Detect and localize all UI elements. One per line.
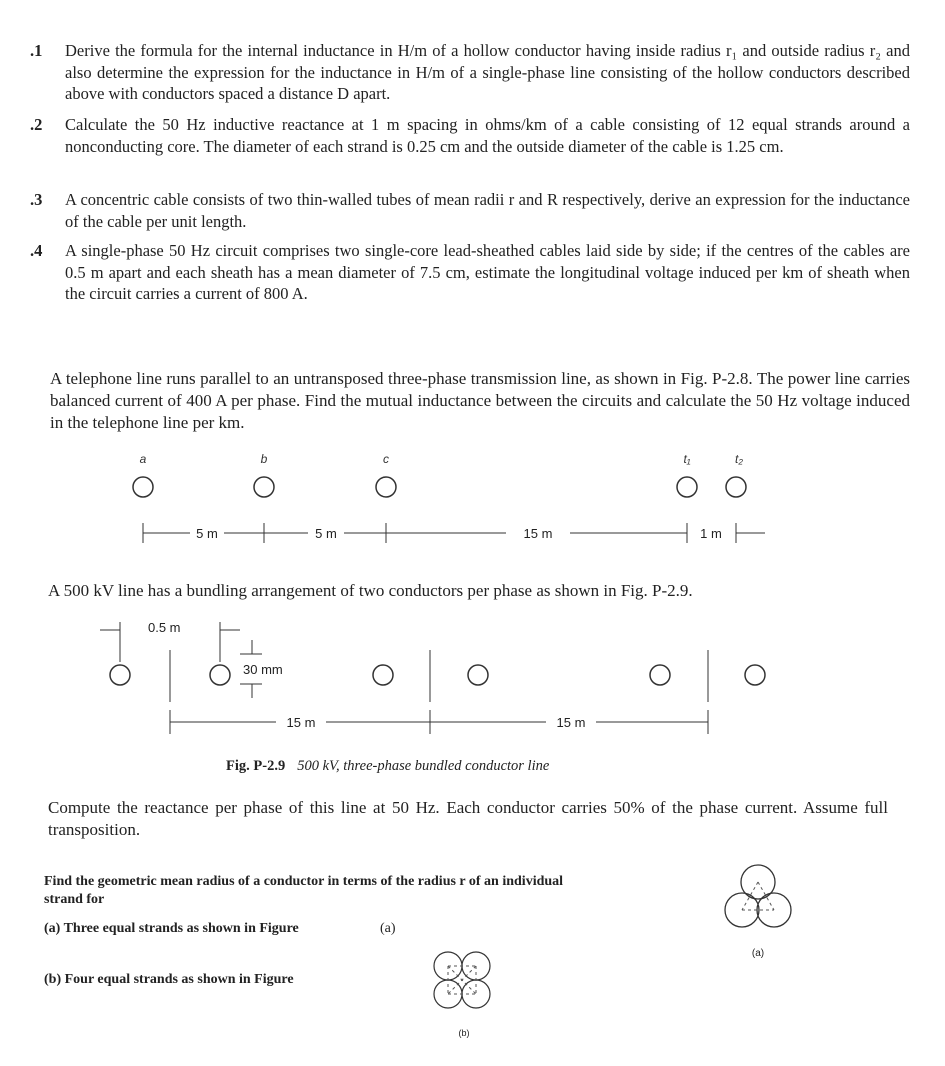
figure-p-2-8 xyxy=(0,445,945,555)
telephone-t2 xyxy=(726,477,746,497)
question-text: Derive the formula for the internal inductance in H/m of a hollow conductor having inside radius r₁ and outside radius r₂ and also determine the expression for the inductance in H/m of a single-phase line consisting of the hollow conductors described above with conductors spaced a distance D apart. xyxy=(65,41,910,103)
question-2 xyxy=(30,114,910,157)
question-text: A single-phase 50 Hz circuit comprises two single-core lead-sheathed cables laid side by side; if the centres of the cables are 0.5 m apart and each sheath has a mean diameter of 7.5 cm, estimate the longitudinal voltage induced per km of sheath when the circuit carries a current of 800 A. xyxy=(65,241,910,303)
reactance-problem: Compute the reactance per phase of this line at 50 Hz. Each conductor carries 50% of the phase current. Assume full transposition. xyxy=(48,798,888,839)
question-text: Calculate the 50 Hz inductive reactance at 1 m spacing in ohms/km of a cable consisting of 12 equal strands around a nonconducting core. The diameter of each strand is 0.25 cm and the outside diameter of the cable is 1.25 cm. xyxy=(65,115,910,156)
conductor-c xyxy=(376,477,396,497)
dim-ct1: 15 m xyxy=(523,526,553,541)
dim-bc: 5 m xyxy=(315,526,337,541)
bundle-problem: A 500 kV line has a bundling arrangement of two conductors per phase as shown in Fig. P-2.9. xyxy=(48,581,693,600)
dim-spacing: 0.5 m xyxy=(148,620,181,635)
figure-three-strands xyxy=(718,852,798,962)
question-number: .1 xyxy=(30,41,43,60)
conductor-a xyxy=(133,477,153,497)
label-t2: t₂ xyxy=(735,452,743,466)
gmr-intro: Find the geometric mean radius of a conductor in terms of the radius r of an individual strand for xyxy=(44,874,564,907)
label-a: a xyxy=(139,452,147,466)
dim-phase-2: 15 m xyxy=(556,715,586,730)
fig-b-label: (b) xyxy=(458,1028,470,1038)
gmr-part-a: (a) Three equal strands as shown in Figure xyxy=(44,921,299,936)
caption-text: 500 kV, three-phase bundled conductor line xyxy=(297,758,550,774)
figure-four-strands xyxy=(423,944,503,1044)
figure-p-2-9 xyxy=(0,612,945,742)
question-number: .2 xyxy=(30,115,43,134)
gmr-part-a-ref: (a) xyxy=(380,921,396,936)
question-number: .4 xyxy=(30,241,43,260)
label-t1: t₁ xyxy=(683,452,691,466)
fig-a-label: (a) xyxy=(751,948,765,959)
telephone-t1 xyxy=(677,477,697,497)
question-text: A concentric cable consists of two thin-walled tubes of mean radii r and R respectively, derive an expression for the inductance of the cable per unit length. xyxy=(65,190,910,231)
dim-t1t2: 1 m xyxy=(700,526,722,541)
dim-ab: 5 m xyxy=(196,526,218,541)
label-b: b xyxy=(260,452,268,466)
label-c: c xyxy=(383,452,389,466)
dim-phase-1: 15 m xyxy=(286,715,316,730)
question-1 xyxy=(30,40,910,105)
question-number: .3 xyxy=(30,190,43,209)
dim-diameter: 30 mm xyxy=(243,662,283,677)
figure-caption xyxy=(226,758,549,775)
question-4 xyxy=(30,240,910,305)
gmr-part-b: (b) Four equal strands as shown in Figure xyxy=(44,972,294,987)
question-3 xyxy=(30,189,910,232)
conductor-b xyxy=(254,477,274,497)
telephone-problem: A telephone line runs parallel to an untransposed three-phase transmission line, as shown in Fig. P-2.8. The power line carries balanced current of 400 A per phase. Find the mutual inductance between the circuits and calculate the 50 Hz voltage induced in the telephone line per km. xyxy=(50,369,910,432)
caption-number: Fig. P-2.9 xyxy=(226,758,286,774)
